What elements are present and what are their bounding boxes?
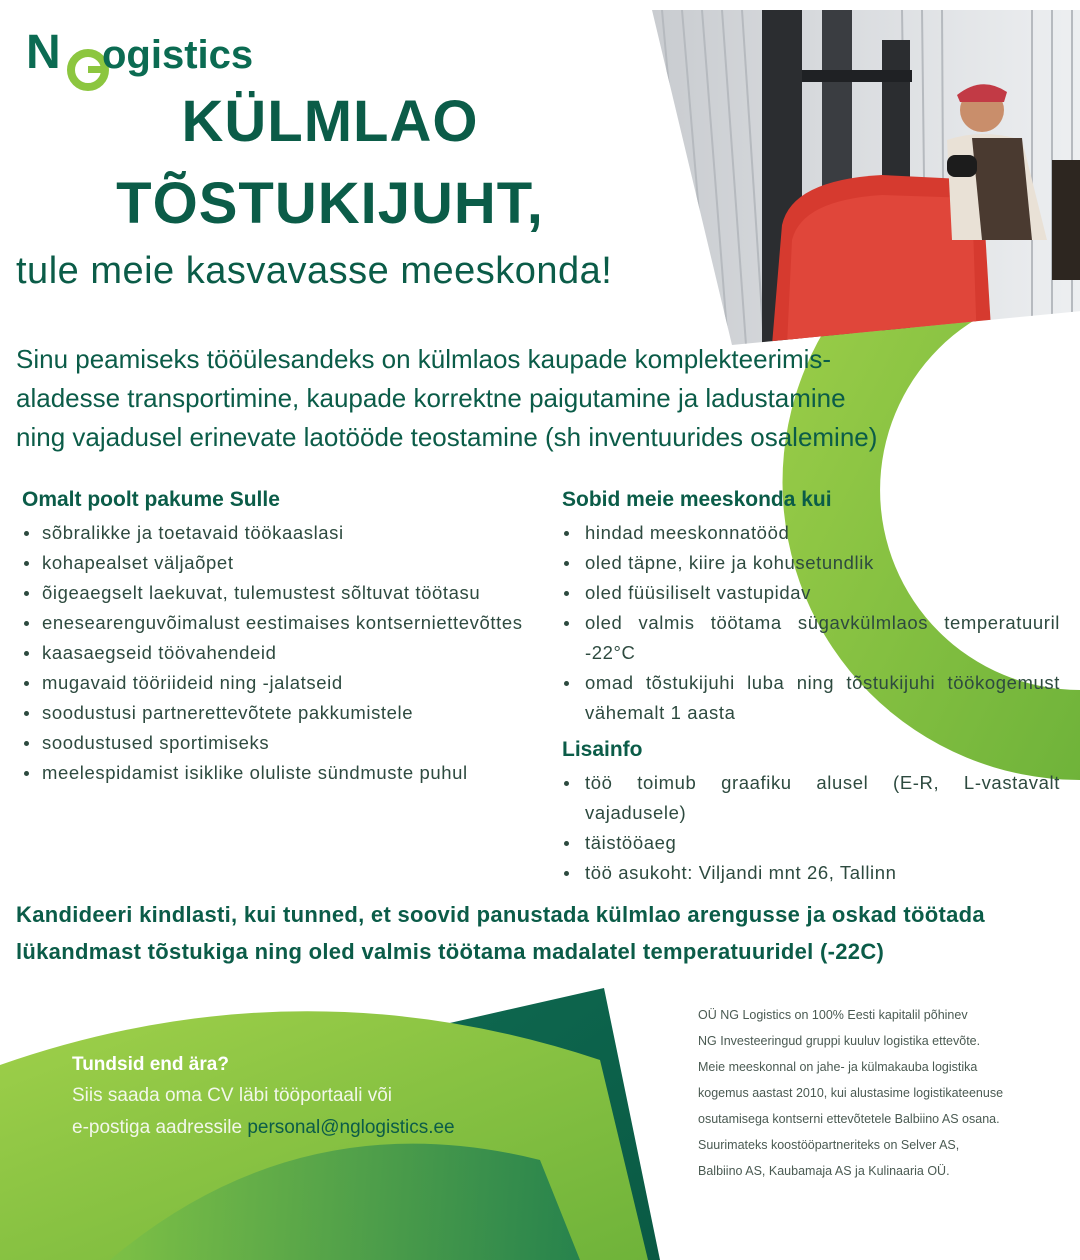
extra-heading: Lisainfo: [562, 738, 643, 761]
fit-list: [562, 518, 1060, 728]
list-item: sõbralikke ja toetavaid töökaaslasi: [22, 518, 562, 548]
company-about: [698, 1002, 1058, 1184]
contact-block: [72, 1050, 592, 1144]
about-line: Meie meeskonnal on jahe- ja külmakauba logistika: [698, 1060, 978, 1074]
about-line: osutamisega kontserni ettevõtetele Balbiino AS osana.: [698, 1112, 1000, 1126]
list-item: enesearenguvõimalust eestimaises kontserniettevõttes: [22, 608, 562, 638]
contact-line-1: Siis saada oma CV läbi tööportaali või: [72, 1085, 393, 1106]
forklift-driver-photo: [652, 10, 1080, 345]
list-item: töö toimub graafiku alusel (E-R, L-vastavalt vajadusele): [562, 768, 1060, 828]
title-line-1: KÜLMLAO: [181, 89, 479, 154]
list-item: töö asukoht: Viljandi mnt 26, Tallinn: [562, 858, 1060, 888]
list-item: meelespidamist isiklike oluliste sündmuste puhul: [22, 758, 562, 788]
list-item: kohapealset väljaõpet: [22, 548, 562, 578]
list-item: hindad meeskonnatööd: [562, 518, 1060, 548]
job-description: [16, 340, 1016, 457]
apply-line-2: lükandmast tõstukiga ning oled valmis töötama madalatel temperatuuridel (-22C): [16, 939, 885, 964]
about-line: NG Investeeringud gruppi kuuluv logistika ettevõte.: [698, 1034, 981, 1048]
subtitle: tule meie kasvavasse meeskonda!: [16, 250, 613, 292]
list-item: oled valmis töötama sügavkülmlaos temperatuuril -22°C: [562, 608, 1060, 668]
list-item: soodustused sportimiseks: [22, 728, 562, 758]
offer-heading: Omalt poolt pakume Sulle: [22, 488, 280, 511]
requirements-section: [562, 488, 1060, 888]
job-description-line-2: aladesse transportimine, kaupade korrektne paigutamine ja ladustamine: [16, 383, 846, 413]
list-item: täistööaeg: [562, 828, 1060, 858]
email-link[interactable]: personal@nglogistics.ee: [247, 1117, 455, 1138]
list-item: omad tõstukijuhi luba ning tõstukijuhi töökogemust vähemalt 1 aasta: [562, 668, 1060, 728]
list-item: oled täpne, kiire ja kohusetundlik: [562, 548, 1060, 578]
list-item: kaasaegseid töövahendeid: [22, 638, 562, 668]
about-line: kogemus aastast 2010, kui alustasime logistikateenuse: [698, 1086, 1004, 1100]
list-item: soodustusi partnerettevõtete pakkumistele: [22, 698, 562, 728]
apply-line-1: Kandideeri kindlasti, kui tunned, et soovid panustada külmlao arengusse ja oskad töötada: [16, 902, 985, 927]
job-description-line-3: ning vajadusel erinevate laotööde teostamine (sh inventuurides osalemine): [16, 422, 878, 452]
contact-line-2: [72, 1112, 592, 1144]
about-line: OÜ NG Logistics on 100% Eesti kapitalil põhinev: [698, 1008, 968, 1022]
extra-list: [562, 768, 1060, 888]
list-item: õigeaegselt laekuvat, tulemustest sõltuvat töötasu: [22, 578, 562, 608]
offer-list: [22, 518, 562, 788]
svg-text:N: N: [26, 26, 61, 79]
contact-question: Tundsid end ära?: [72, 1054, 229, 1075]
fit-heading: Sobid meie meeskonda kui: [562, 488, 832, 511]
list-item: oled füüsiliselt vastupidav: [562, 578, 1060, 608]
about-line: Balbiino AS, Kaubamaja AS ja Kulinaaria OÜ.: [698, 1164, 950, 1178]
contact-line-2-prefix: e-postiga aadressile: [72, 1117, 248, 1138]
about-line: Suurimateks koostööpartneriteks on Selver AS,: [698, 1138, 960, 1152]
title-line-2: TÕSTUKIJUHT,: [116, 171, 544, 236]
svg-text:ogistics: ogistics: [102, 33, 254, 77]
ng-logistics-logo: [26, 20, 276, 95]
offer-section: [22, 488, 562, 788]
job-description-line-1: Sinu peamiseks tööülesandeks on külmlaos kaupade komplekteerimis-: [16, 344, 832, 374]
apply-call: [16, 896, 1072, 970]
list-item: mugavaid tööriideid ning -jalatseid: [22, 668, 562, 698]
